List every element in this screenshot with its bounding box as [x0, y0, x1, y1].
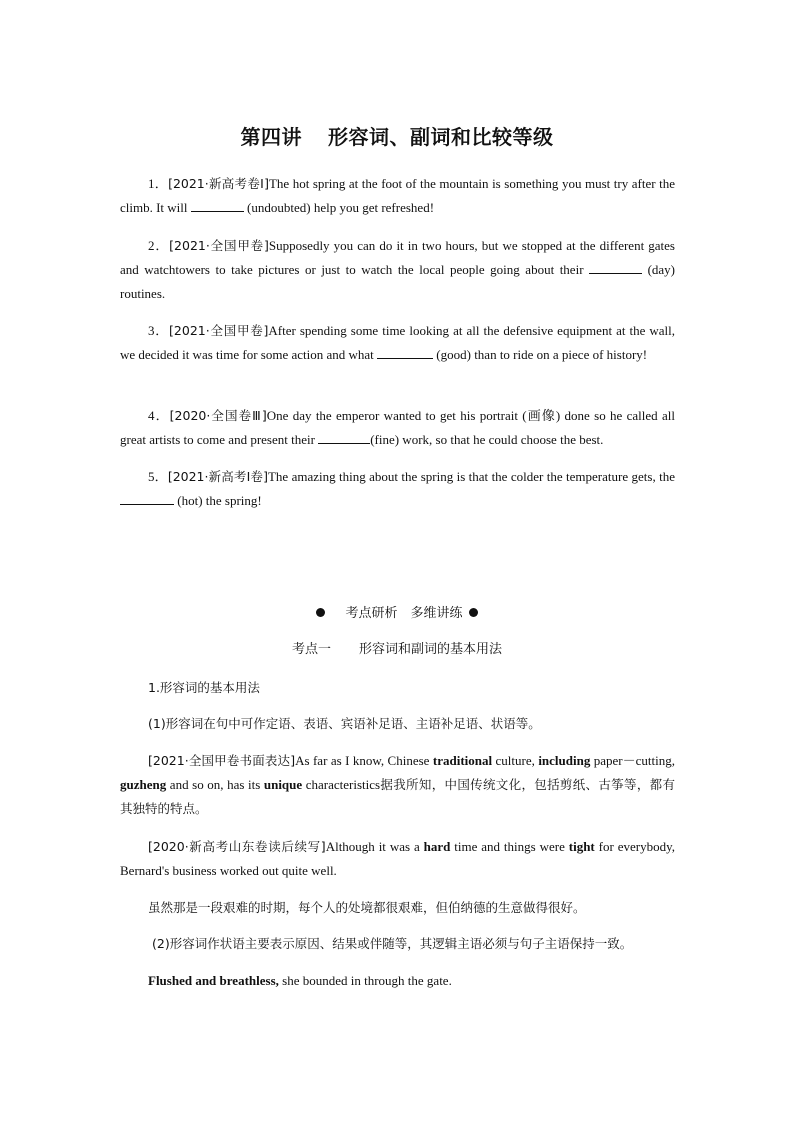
section-subheading: 考点一 形容词和副词的基本用法	[291, 642, 503, 657]
section-heading: 考点研析 多维讲练	[0, 602, 794, 621]
example-paragraph-2: [2020·新高考山东卷读后续写]Although it was a hard time and things were tight for everybody, Bernard's business worked out quite well.	[120, 839, 675, 878]
example-paragraph-1: [2021·全国甲卷书面表达]As far as I know, Chinese traditional culture, including paper－cutting, guzheng and so on, has its unique characteristics据我所知，中国传统文化，包括剪纸、古筝等，都有其独特的特点。	[120, 753, 675, 816]
page-title	[0, 121, 794, 150]
question-2: 2．[2021·全国甲卷]Supposedly you can do it in two hours, but we stopped at the different gates and watchtowers to take pictures or just to watch the local people going about their (day) routines.	[120, 238, 675, 301]
example-sentence: Flushed and breathless, she bounded in through the gate.	[148, 973, 452, 988]
example-translation: 虽然那是一段艰难的时期，每个人的处境都很艰难，但伯纳德的生意做得很好。	[148, 900, 586, 915]
question-source: [2021·全国甲卷]	[169, 323, 269, 338]
answer-blank[interactable]	[120, 491, 174, 505]
question-source: [2021·新高考Ⅰ卷]	[167, 469, 268, 484]
answer-blank[interactable]	[589, 260, 642, 274]
answer-blank[interactable]	[318, 430, 370, 444]
point-1-description: (1)形容词在句中可作定语、表语、宾语补足语、主语补足语、状语等。	[148, 716, 541, 731]
question-3: 3．[2021·全国甲卷]After spending some time looking at all the defensive equipment at the wall, we decided it was time for some action and what (good) than to ride on a piece of history!	[120, 323, 675, 362]
bullet-dot-icon	[316, 608, 325, 617]
answer-blank[interactable]	[377, 345, 433, 359]
question-source: [2021·新高考卷Ⅰ]	[168, 176, 269, 191]
question-4: 4．[2020·全国卷Ⅲ]One day the emperor wanted to get his portrait (画像) done so he called all great artists to come and present their (fine) work, so that he could choose the best.	[120, 408, 675, 447]
lecture-number: 第四讲	[240, 125, 302, 149]
question-source: [2020·全国卷Ⅲ]	[169, 408, 267, 423]
point-2-description: (2)形容词作状语主要表示原因、结果或伴随等，其逻辑主语必须与句子主语保持一致。	[152, 936, 633, 951]
answer-blank[interactable]	[191, 198, 244, 212]
question-5: 5．[2021·新高考Ⅰ卷]The amazing thing about the spring is that the colder the temperature gets, the (hot) the spring!	[120, 465, 675, 513]
bullet-dot-icon	[469, 608, 478, 617]
question-source: [2021·全国甲卷]	[169, 238, 269, 253]
question-1: 1．[2021·新高考卷Ⅰ]The hot spring at the foot of the mountain is something you must try after the climb. It will (undoubted) help you get refreshed!	[120, 176, 675, 215]
point-heading: 1.形容词的基本用法	[148, 680, 260, 695]
lecture-topic: 形容词、副词和比较等级	[328, 125, 554, 149]
